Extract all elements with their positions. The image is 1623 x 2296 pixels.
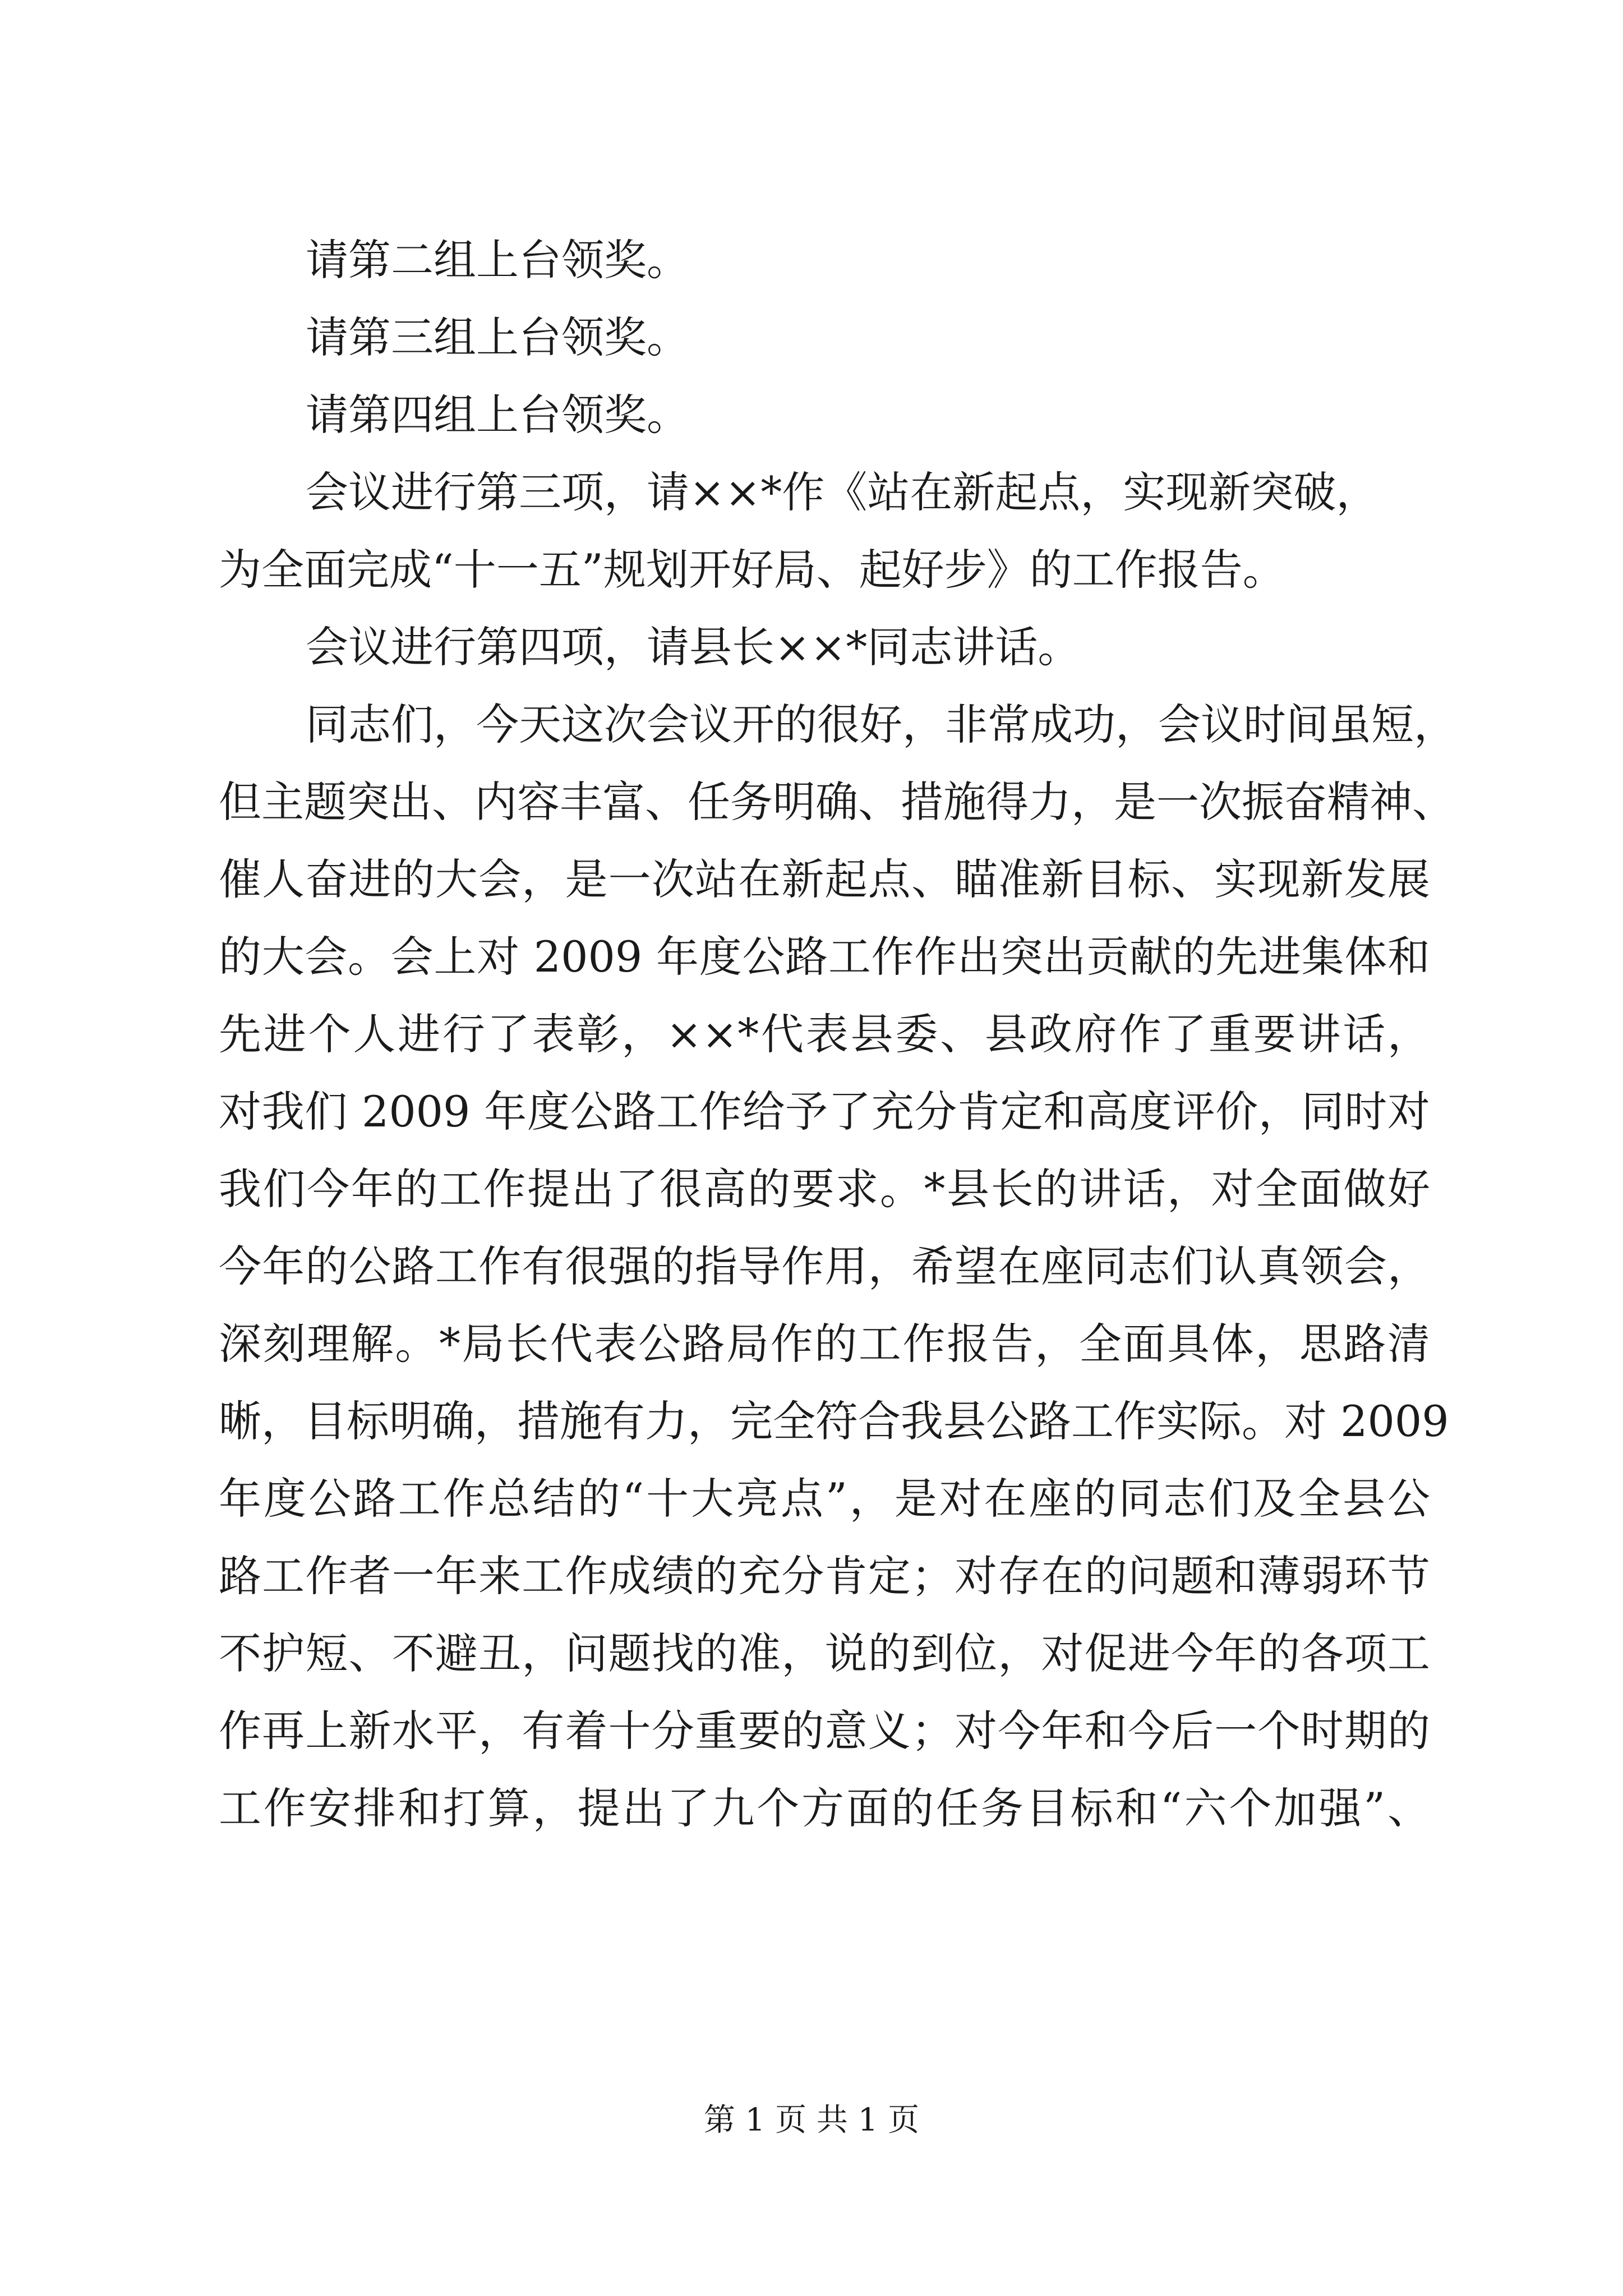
page-footer	[0, 2098, 1623, 2143]
text-line: 我们今年的工作提出了很高的要求。*县长的讲话，对全面做好	[219, 1164, 1430, 1214]
text-line: 不护短、不避丑，问题找的准，说的到位，对促进今年的各项工	[219, 1628, 1430, 1678]
text-line: 深刻理解。*局长代表公路局作的工作报告，全面具体，思路清	[219, 1319, 1430, 1369]
text-line: 会议进行第四项，请县长××*同志讲话。	[306, 622, 1081, 672]
text-line: 对我们 2009 年度公路工作给予了充分肯定和高度评价，同时对	[219, 1087, 1430, 1137]
text-line: 催人奋进的大会，是一次站在新起点、瞄准新目标、实现新发展	[219, 854, 1430, 904]
text-line: 工作安排和打算，提出了九个方面的任务目标和“六个加强”、	[219, 1783, 1430, 1833]
text-line: 同志们，今天这次会议开的很好，非常成功，会议时间虽短，	[306, 700, 1456, 749]
text-line: 请第三组上台领奖。	[306, 312, 689, 362]
text-line: 的大会。会上对 2009 年度公路工作作出突出贡献的先进集体和	[219, 932, 1430, 982]
text-line: 作再上新水平，有着十分重要的意义；对今年和今后一个时期的	[219, 1706, 1430, 1756]
text-line: 路工作者一年来工作成绩的充分肯定；对存在的问题和薄弱环节	[219, 1551, 1430, 1601]
text-line: 晰，目标明确，措施有力，完全符合我县公路工作实际。对 2009	[219, 1396, 1449, 1446]
text-line: 今年的公路工作有很强的指导作用，希望在座同志们认真领会，	[219, 1241, 1430, 1291]
text-line: 年度公路工作总结的“十大亮点”，是对在座的同志们及全县公	[219, 1474, 1430, 1524]
text-line: 先进个人进行了表彰，××*代表县委、县政府作了重要讲话，	[219, 1009, 1430, 1059]
text-line: 请第二组上台领奖。	[306, 235, 689, 285]
page-number-label: 第 1 页 共 1 页	[703, 2102, 920, 2138]
text-line: 但主题突出、内容丰富、任务明确、措施得力，是一次振奋精神、	[219, 777, 1455, 827]
text-line: 为全面完成“十一五”规划开好局、起好步》的工作报告。	[219, 545, 1285, 595]
text-line: 会议进行第三项，请××*作《站在新起点，实现新突破，	[306, 467, 1379, 517]
text-line: 请第四组上台领奖。	[306, 390, 689, 440]
document-body	[219, 222, 1456, 1847]
